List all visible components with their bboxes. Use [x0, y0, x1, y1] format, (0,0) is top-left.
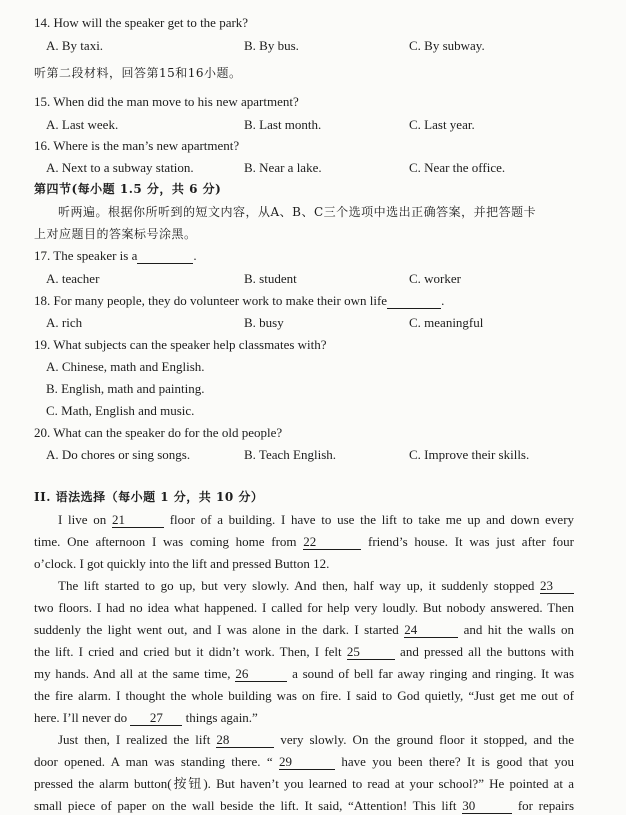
q14-question: 14. How will the speaker get to the park?: [34, 15, 249, 30]
q16-option-a: A. Next to a subway station.: [46, 160, 194, 175]
q17-option-b: B. student: [244, 271, 297, 286]
blank-25: 25: [347, 644, 395, 660]
passage-line-2: [34, 533, 574, 551]
passage-line-10: [34, 709, 258, 727]
q14-option-b: B. By bus.: [244, 38, 299, 53]
q18-option-c: C. meaningful: [409, 315, 484, 330]
passage-text: door opened. A man was standing there. “: [34, 754, 273, 769]
blank-24: 24: [404, 622, 458, 638]
blank-23: 23: [540, 578, 574, 594]
passage-text: and hit the walls on: [463, 622, 575, 637]
passage-line-8: [34, 665, 574, 683]
q15-option-c: C. Last year.: [409, 117, 475, 132]
q16-question: 16. Where is the man’s new apartment?: [34, 138, 240, 153]
q16-option-c: C. Near the office.: [409, 160, 506, 175]
passage-text: and pressed all the buttons with: [400, 644, 575, 659]
blank-26: 26: [235, 666, 287, 682]
passage-line-5: two floors. I had no idea what happened. I called for help very loudly. But nobody answered. Then: [34, 600, 574, 615]
passage-text: my hands. And all at the same time,: [34, 666, 231, 681]
passage-line-14: [34, 797, 574, 815]
part4-title: 第四节(每小题 1.5 分，共 6 分): [34, 182, 222, 196]
passage-line-9: the fire alarm. I thought the whole building was on fire. I said to God quietly, “Just get me out of: [34, 688, 574, 703]
passage-line-13: pressed the alarm button(按钮). But haven’t you learned to read at your school?” He pointed at a: [34, 776, 574, 791]
passage-text: here. I’ll never do: [34, 710, 128, 725]
q19-option-c: C. Math, English and music.: [46, 403, 195, 418]
q18-end: .: [441, 293, 445, 308]
q20-option-a: A. Do chores or sing songs.: [46, 447, 191, 462]
q14-option-a: A. By taxi.: [46, 38, 104, 53]
passage-text: small piece of paper on the wall beside the lift. It said, “Attention! This lift: [34, 798, 457, 813]
blank-27: 27: [130, 710, 182, 726]
passage-line-11: [58, 731, 574, 749]
q17-end: .: [193, 248, 197, 263]
section2-instruction: 听第二段材料，回答第15和16小题。: [34, 66, 242, 80]
q20-option-b: B. Teach English.: [244, 447, 337, 462]
passage-text: The lift started to go up, but very slowly. And then, half way up, it suddenly stopped: [58, 578, 535, 593]
passage-text: Just then, I realized the lift: [58, 732, 211, 747]
passage-text: very slowly. On the ground floor it stopped, and the: [280, 732, 574, 747]
passage-line-12: [34, 753, 574, 771]
blank-28: 28: [216, 732, 274, 748]
q18-option-a: A. rich: [46, 315, 83, 330]
part4-instruction-line2: 上对应题目的答案标号涂黑。: [34, 227, 197, 241]
q17-question: [34, 247, 197, 265]
q17-option-a: A. teacher: [46, 271, 100, 286]
passage-line-3: o’clock. I got quickly into the lift and pressed Button 12.: [34, 556, 330, 571]
passage-text: have you been there? It is good that you: [341, 754, 575, 769]
blank-21: 21: [112, 512, 164, 528]
q20-option-c: C. Improve their skills.: [409, 447, 530, 462]
passage-text: I live on: [58, 512, 107, 527]
passage-line-7: [34, 643, 574, 661]
passage-text: a sound of bell far away ringing and ringing. It was: [292, 666, 575, 681]
passage-text: floor of a building. I have to use the lift to take me up and down every: [169, 512, 575, 527]
passage-text: for repairs: [517, 798, 575, 813]
q17-answer-blank: [137, 248, 193, 264]
passage-line-4: [58, 577, 574, 595]
q19-question: 19. What subjects can the speaker help classmates with?: [34, 337, 327, 352]
q18-question: [34, 292, 444, 310]
q20-question: 20. What can the speaker do for the old people?: [34, 425, 283, 440]
passage-text: things again.”: [185, 710, 258, 725]
q15-option-a: A. Last week.: [46, 117, 119, 132]
q16-option-b: B. Near a lake.: [244, 160, 322, 175]
q17-option-c: C. worker: [409, 271, 461, 286]
q15-option-b: B. Last month.: [244, 117, 322, 132]
passage-text: time. One afternoon I was coming home from: [34, 534, 297, 549]
q18-text: 18. For many people, they do volunteer work to make their own life: [34, 293, 388, 308]
blank-29: 29: [279, 754, 335, 770]
passage-text: friend’s house. It was just after four: [367, 534, 574, 549]
q19-option-a: A. Chinese, math and English.: [46, 359, 205, 374]
q14-option-c: C. By subway.: [409, 38, 485, 53]
passage-text: the lift. I cried and cried but it didn’t work. Then, I felt: [34, 644, 342, 659]
q17-text: 17. The speaker is a: [34, 248, 138, 263]
q19-option-b: B. English, math and painting.: [46, 381, 205, 396]
q18-option-b: B. busy: [244, 315, 284, 330]
passage-line-1: [58, 511, 574, 529]
blank-22: 22: [303, 534, 361, 550]
q15-question: 15. When did the man move to his new apartment?: [34, 94, 299, 109]
part4-instruction-line1: 听两遍。根据你所听到的短文内容，从A、B、C三个选项中选出正确答案，并把答题卡: [58, 205, 537, 219]
grammar-section-title: II. 语法选择（每小题 1 分，共 10 分）: [34, 490, 264, 504]
blank-30: 30: [462, 798, 512, 814]
passage-text: suddenly the light went out, and I was alone in the dark. I started: [34, 622, 399, 637]
passage-line-6: [34, 621, 574, 639]
q18-answer-blank: [387, 293, 441, 309]
